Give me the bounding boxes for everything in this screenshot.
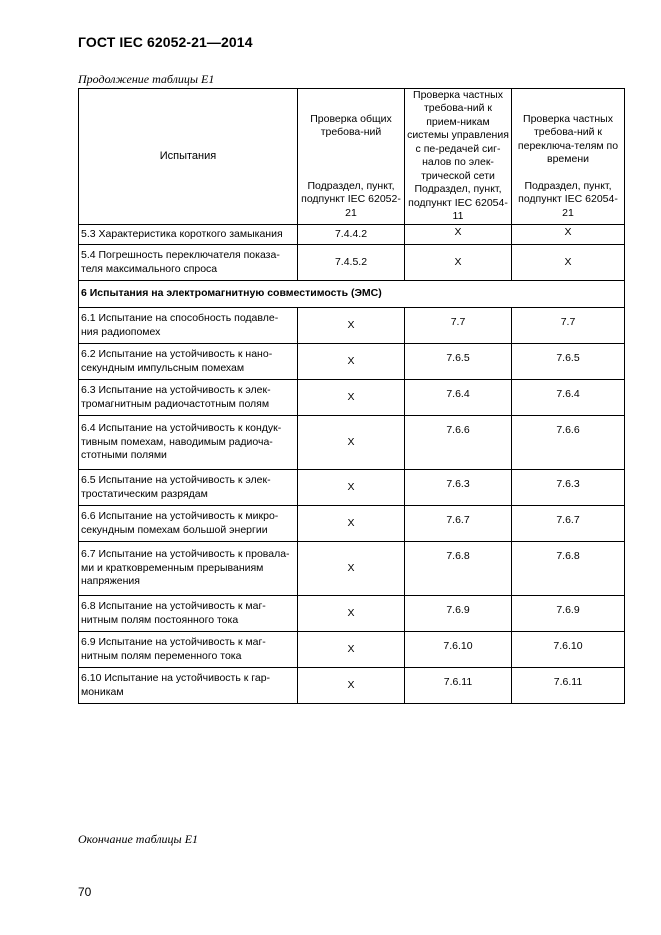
row-test-name: 6.5 Испытание на устойчивость к элек-тростатическим разрядам <box>79 470 298 506</box>
row-test-name: 5.4 Погрешность переключателя показа-теля максимального спроса <box>79 245 298 281</box>
row-general-ref: 7.4.5.2 <box>298 245 405 281</box>
row-general-ref: X <box>298 344 405 380</box>
document-title: ГОСТ IEC 62052-21—2014 <box>78 34 253 50</box>
row-time-switches-ref: 7.6.7 <box>512 506 625 542</box>
row-test-name: 5.3 Характеристика короткого замыкания <box>79 225 298 245</box>
row-receivers-ref: 7.6.9 <box>405 596 512 632</box>
table-row <box>79 542 625 596</box>
row-general-ref: X <box>298 542 405 596</box>
row-test-name: 6.3 Испытание на устойчивость к элек-тромагнитным радиочастотным полям <box>79 380 298 416</box>
column-header-receivers <box>405 89 512 225</box>
row-receivers-ref: 7.7 <box>405 308 512 344</box>
row-time-switches-ref: 7.7 <box>512 308 625 344</box>
column-header-receivers-label: Проверка частных требова-ний к прием-никам системы управления с пе-редачей сиг-налов по элек-трической сети <box>407 89 509 182</box>
row-receivers-ref: 7.6.8 <box>405 542 512 596</box>
row-time-switches-ref: X <box>512 245 625 281</box>
column-header-general <box>298 89 405 225</box>
row-receivers-ref: X <box>405 245 512 281</box>
row-receivers-ref: 7.6.4 <box>405 380 512 416</box>
row-general-ref: X <box>298 668 405 704</box>
table-row <box>79 668 625 704</box>
row-receivers-ref: 7.6.10 <box>405 632 512 668</box>
row-general-ref: X <box>298 470 405 506</box>
row-general-ref: X <box>298 416 405 470</box>
row-time-switches-ref: 7.6.8 <box>512 542 625 596</box>
table-row <box>79 416 625 470</box>
column-header-general-ref: Подраздел, пункт, подпункт IEC 62052-21 <box>301 179 401 219</box>
column-header-tests: Испытания <box>79 89 298 225</box>
table-row <box>79 344 625 380</box>
row-test-name: 6.10 Испытание на устойчивость к гар-моникам <box>79 668 298 704</box>
row-test-name: 6.8 Испытание на устойчивость к маг-нитным полям постоянного тока <box>79 596 298 632</box>
row-general-ref: X <box>298 632 405 668</box>
column-header-time-switches-ref: Подраздел, пункт, подпункт IEC 62054-21 <box>518 179 618 219</box>
row-test-name: 6.4 Испытание на устойчивость к кондук-тивным помехам, наводимым радиоча-стотными полями <box>79 416 298 470</box>
table-row <box>79 245 625 281</box>
requirements-table <box>78 88 625 704</box>
table-row <box>79 380 625 416</box>
table-row <box>79 506 625 542</box>
section-title: 6 Испытания на электромагнитную совместимость (ЭМС) <box>79 281 625 308</box>
row-test-name: 6.9 Испытание на устойчивость к маг-нитным полям переменного тока <box>79 632 298 668</box>
row-receivers-ref: 7.6.11 <box>405 668 512 704</box>
row-time-switches-ref: 7.6.10 <box>512 632 625 668</box>
row-time-switches-ref: 7.6.5 <box>512 344 625 380</box>
column-header-time-switches <box>512 89 625 225</box>
column-header-general-label: Проверка общих требова-ний <box>310 113 392 139</box>
row-time-switches-ref: 7.6.6 <box>512 416 625 470</box>
row-time-switches-ref: 7.6.4 <box>512 380 625 416</box>
table-header-row <box>79 89 625 225</box>
row-general-ref: X <box>298 308 405 344</box>
row-receivers-ref: X <box>405 225 512 245</box>
row-time-switches-ref: X <box>512 225 625 245</box>
table-row <box>79 632 625 668</box>
row-general-ref: X <box>298 506 405 542</box>
row-test-name: 6.1 Испытание на способность подавле-ния радиопомех <box>79 308 298 344</box>
row-receivers-ref: 7.6.6 <box>405 416 512 470</box>
row-receivers-ref: 7.6.5 <box>405 344 512 380</box>
column-header-receivers-ref: Подраздел, пункт, подпункт IEC 62054-11 <box>408 183 508 222</box>
row-test-name: 6.6 Испытание на устойчивость к микро-секундным помехам большой энергии <box>79 506 298 542</box>
row-receivers-ref: 7.6.3 <box>405 470 512 506</box>
table-caption-end: Окончание таблицы Е1 <box>78 832 199 846</box>
row-time-switches-ref: 7.6.9 <box>512 596 625 632</box>
row-test-name: 6.7 Испытание на устойчивость к провала-ми и кратковременным прерываниям напряжения <box>79 542 298 596</box>
row-general-ref: 7.4.4.2 <box>298 225 405 245</box>
row-time-switches-ref: 7.6.11 <box>512 668 625 704</box>
row-general-ref: X <box>298 596 405 632</box>
row-time-switches-ref: 7.6.3 <box>512 470 625 506</box>
table-row <box>79 308 625 344</box>
row-receivers-ref: 7.6.7 <box>405 506 512 542</box>
page-number: 70 <box>78 885 92 899</box>
table-caption-continued: Продолжение таблицы Е1 <box>78 72 215 86</box>
table-row <box>79 596 625 632</box>
table-section-row <box>79 281 625 308</box>
row-general-ref: X <box>298 380 405 416</box>
row-test-name: 6.2 Испытание на устойчивость к нано-секундным импульсным помехам <box>79 344 298 380</box>
table-row <box>79 470 625 506</box>
column-header-time-switches-label: Проверка частных требова-ний к переключа-телям по времени <box>517 113 619 166</box>
table-row <box>79 225 625 245</box>
